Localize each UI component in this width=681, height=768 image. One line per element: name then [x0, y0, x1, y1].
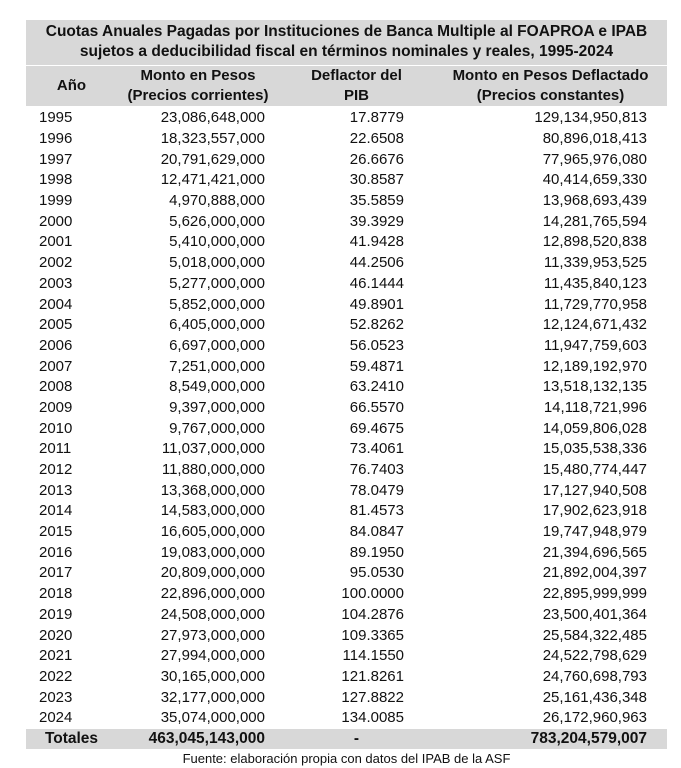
totals-pesos: 463,045,143,000 [117, 729, 279, 749]
table-row [26, 625, 667, 646]
cell-deflator: 121.8261 [341, 667, 404, 685]
cell-year: 2017 [39, 564, 73, 582]
cell-deflated: 14,281,765,594 [542, 212, 647, 230]
cell-deflator: 89.1950 [349, 543, 404, 561]
cell-pesos: 11,880,000,000 [161, 461, 265, 479]
cell-pesos: 20,791,629,000 [160, 150, 265, 168]
cell-deflated: 17,127,940,508 [542, 481, 647, 499]
cell-year: 2007 [39, 357, 73, 375]
cell-pesos: 8,549,000,000 [169, 378, 265, 396]
cell-deflator: 109.3365 [341, 626, 404, 644]
cell-pesos: 5,852,000,000 [169, 295, 265, 313]
table-row [26, 542, 667, 563]
cell-deflated: 26,172,960,963 [542, 709, 647, 727]
table-row [26, 315, 667, 336]
table-row [26, 708, 667, 729]
cell-deflator: 49.8901 [349, 295, 404, 313]
cell-pesos: 6,405,000,000 [169, 316, 265, 334]
cell-year: 2004 [39, 295, 73, 313]
table-row [26, 667, 667, 688]
cell-deflated: 12,189,192,970 [542, 357, 647, 375]
cell-year: 1997 [39, 150, 73, 168]
cell-deflated: 13,518,132,135 [542, 378, 647, 396]
cell-year: 2001 [39, 233, 73, 251]
table-row [26, 129, 667, 150]
cell-deflated: 23,500,401,364 [542, 605, 647, 623]
table-row [26, 191, 667, 212]
totals-label: Totales [26, 729, 117, 749]
cell-pesos: 9,397,000,000 [169, 398, 265, 416]
cell-deflator: 22.6508 [349, 130, 404, 148]
table-row [26, 460, 667, 481]
cell-deflated: 14,059,806,028 [542, 419, 647, 437]
table-row [26, 149, 667, 170]
cell-deflated: 129,134,950,813 [534, 109, 647, 127]
cell-deflator: 76.7403 [349, 461, 404, 479]
cell-deflator: 69.4675 [349, 419, 404, 437]
fee-table-container [26, 20, 667, 768]
table-footer [26, 729, 667, 749]
cell-deflator: 30.8587 [349, 171, 404, 189]
table-row [26, 274, 667, 295]
table-row [26, 501, 667, 522]
header-pesos-text: Monto en Pesos (Precios corrientes) [127, 67, 269, 104]
cell-deflator: 81.4573 [349, 502, 404, 520]
header-deflator [279, 66, 434, 107]
cell-year: 1998 [39, 171, 73, 189]
cell-deflated: 40,414,659,330 [542, 171, 647, 189]
cell-deflator: 127.8822 [341, 688, 404, 706]
cell-deflated: 11,435,840,123 [543, 274, 647, 292]
cell-year: 1995 [39, 109, 73, 127]
cell-deflated: 11,947,759,603 [543, 336, 647, 354]
header-year: Año [26, 66, 117, 107]
cell-pesos: 11,037,000,000 [161, 440, 265, 458]
cell-pesos: 32,177,000,000 [160, 688, 265, 706]
table-row [26, 439, 667, 460]
cell-year: 1996 [39, 130, 73, 148]
cell-year: 2002 [39, 254, 73, 272]
cell-year: 2000 [39, 212, 73, 230]
table-row [26, 605, 667, 626]
cell-pesos: 13,368,000,000 [160, 481, 265, 499]
cell-pesos: 14,583,000,000 [160, 502, 265, 520]
cell-year: 2024 [39, 709, 73, 727]
cell-deflated: 77,965,976,080 [542, 150, 647, 168]
cell-year: 2022 [39, 667, 73, 685]
cell-year: 2023 [39, 688, 73, 706]
table-row [26, 253, 667, 274]
cell-deflated: 24,522,798,629 [542, 647, 647, 665]
cell-year: 2013 [39, 481, 73, 499]
cell-year: 2009 [39, 398, 73, 416]
cell-pesos: 20,809,000,000 [160, 564, 265, 582]
cell-deflator: 59.4871 [349, 357, 404, 375]
cell-year: 1999 [39, 192, 73, 210]
table-row [26, 480, 667, 501]
cell-year: 2014 [39, 502, 73, 520]
cell-deflated: 14,118,721,996 [543, 398, 647, 416]
cell-pesos: 12,471,421,000 [160, 171, 265, 189]
cell-year: 2018 [39, 585, 73, 603]
cell-pesos: 7,251,000,000 [169, 357, 265, 375]
cell-deflated: 21,394,696,565 [542, 543, 647, 561]
cell-deflator: 17.8779 [349, 109, 404, 127]
cell-pesos: 23,086,648,000 [160, 109, 265, 127]
cell-deflated: 25,584,322,485 [542, 626, 647, 644]
cell-year: 2005 [39, 316, 73, 334]
header-pesos [117, 66, 279, 107]
cell-deflated: 22,895,999,999 [542, 585, 647, 603]
cell-deflator: 84.0847 [349, 523, 404, 541]
cell-pesos: 5,410,000,000 [169, 233, 265, 251]
totals-row [26, 729, 667, 749]
cell-year: 2021 [39, 647, 73, 665]
cell-pesos: 30,165,000,000 [160, 667, 265, 685]
cell-year: 2012 [39, 461, 73, 479]
cell-deflated: 17,902,623,918 [542, 502, 647, 520]
cell-deflator: 52.8262 [349, 316, 404, 334]
table-row [26, 356, 667, 377]
cell-deflated: 25,161,436,348 [542, 688, 647, 706]
cell-deflator: 63.2410 [349, 378, 404, 396]
cell-year: 2011 [39, 440, 72, 458]
table-row [26, 522, 667, 543]
header-deflator-text: Deflactor del PIB [311, 67, 402, 104]
table-title: Cuotas Anuales Pagadas por Instituciones de Banca Multiple al FOAPROA e IPAB sujetos a deducibilidad fiscal en términos nominales y reales, 1995-2024 [26, 20, 667, 65]
cell-deflated: 21,892,004,397 [542, 564, 647, 582]
table-row [26, 336, 667, 357]
header-deflated [434, 66, 667, 107]
cell-year: 2020 [39, 626, 73, 644]
table-row [26, 294, 667, 315]
cell-deflated: 11,339,953,525 [543, 254, 647, 272]
cell-year: 2015 [39, 523, 73, 541]
cell-pesos: 22,896,000,000 [160, 585, 265, 603]
cell-deflator: 114.1550 [342, 647, 404, 665]
source-note: Fuente: elaboración propia con datos del IPAB de la ASF [182, 750, 511, 766]
cell-deflator: 56.0523 [349, 336, 404, 354]
cell-pesos: 4,970,888,000 [169, 192, 265, 210]
cell-deflator: 41.9428 [349, 233, 404, 251]
table-row [26, 584, 667, 605]
table-row [26, 563, 667, 584]
cell-deflated: 11,729,770,958 [543, 295, 647, 313]
table-row [26, 377, 667, 398]
cell-deflator: 44.2506 [349, 254, 404, 272]
cell-pesos: 9,767,000,000 [169, 419, 265, 437]
cell-deflator: 95.0530 [349, 564, 404, 582]
cell-year: 2006 [39, 336, 73, 354]
cell-deflator: 66.5570 [349, 398, 404, 416]
cell-deflator: 39.3929 [349, 212, 404, 230]
cell-year: 2003 [39, 274, 73, 292]
cell-pesos: 16,605,000,000 [160, 523, 265, 541]
table-row [26, 646, 667, 667]
cell-deflator: 26.6676 [349, 150, 404, 168]
cell-pesos: 35,074,000,000 [160, 709, 265, 727]
cell-year: 2010 [39, 419, 73, 437]
cell-deflated: 15,035,538,336 [542, 440, 647, 458]
totals-deflator: - [279, 729, 434, 749]
cell-year: 2019 [39, 605, 73, 623]
table-row [26, 232, 667, 253]
header-deflated-text: Monto en Pesos Deflactado (Precios constantes) [452, 67, 649, 104]
cell-pesos: 19,083,000,000 [160, 543, 265, 561]
table-row [26, 170, 667, 191]
cell-deflator: 46.1444 [349, 274, 404, 292]
table-row [26, 106, 667, 129]
cell-pesos: 5,277,000,000 [169, 274, 265, 292]
cell-deflated: 12,124,671,432 [542, 316, 647, 334]
cell-pesos: 27,994,000,000 [160, 647, 265, 665]
cell-pesos: 5,626,000,000 [169, 212, 265, 230]
table-row [26, 398, 667, 419]
table-body [26, 106, 667, 729]
cell-deflated: 19,747,948,979 [542, 523, 647, 541]
table-row [26, 211, 667, 232]
cell-deflator: 104.2876 [341, 605, 404, 623]
cell-deflator: 134.0085 [341, 709, 404, 727]
table-row [26, 418, 667, 439]
fee-table [26, 65, 667, 749]
totals-deflated: 783,204,579,007 [434, 729, 667, 749]
cell-pesos: 18,323,557,000 [160, 130, 265, 148]
cell-deflated: 80,896,018,413 [542, 130, 647, 148]
table-header [26, 66, 667, 107]
cell-pesos: 6,697,000,000 [169, 336, 265, 354]
cell-deflated: 13,968,693,439 [542, 192, 647, 210]
cell-deflator: 35.5859 [349, 192, 404, 210]
cell-deflated: 24,760,698,793 [542, 667, 647, 685]
cell-pesos: 5,018,000,000 [169, 254, 265, 272]
cell-pesos: 27,973,000,000 [160, 626, 265, 644]
cell-deflator: 73.4061 [349, 440, 404, 458]
cell-deflator: 78.0479 [349, 481, 404, 499]
table-row [26, 687, 667, 708]
cell-year: 2016 [39, 543, 73, 561]
cell-deflator: 100.0000 [341, 585, 404, 603]
cell-deflated: 12,898,520,838 [542, 233, 647, 251]
cell-deflated: 15,480,774,447 [542, 461, 647, 479]
cell-year: 2008 [39, 378, 73, 396]
cell-pesos: 24,508,000,000 [160, 605, 265, 623]
